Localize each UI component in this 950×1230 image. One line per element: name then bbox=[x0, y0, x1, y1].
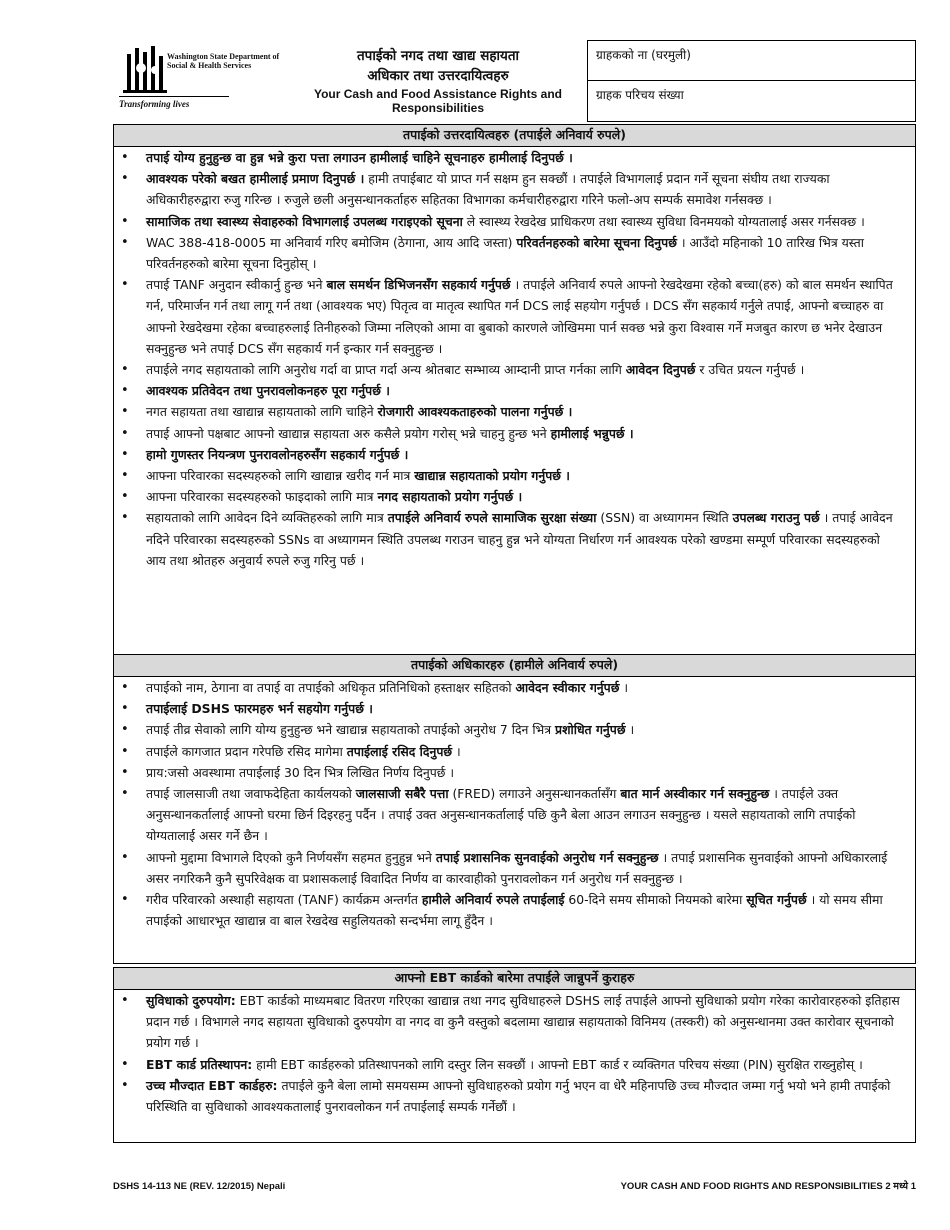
emphasis-text: आवेदन दिनुपर्छ bbox=[625, 362, 696, 378]
list-item: • सुविधाको दुरुपयोग: EBT कार्डको माध्यमबाट वितरण गरिएका खाद्यान्न तथा नगद सुविधाहरुले DSHS लाई तपाईले आफ्नो सुविधाको प्रयोग गरेका कारोवारहरुको इतिहास प्रदान गर्छ । विभागले नगद सहायता सुविधाको दुरुपयोग वा नगद वा कुनै वस्तुको बदलामा खाद्यान्न सहायताको विनिमय (तस्करी) को अनुसन्धानमा उक्त कारोवार सूचनाको प्रयोग गर्छ । bbox=[146, 990, 903, 1054]
rights-heading: तपाईको अधिकारहरु (हामीले अनिवार्य रुपले) bbox=[114, 655, 915, 677]
emphasis-text: हामीलाई भन्नुपर्छ । bbox=[550, 425, 634, 441]
list-item bbox=[146, 380, 903, 401]
page-label: YOUR CASH AND FOOD RIGHTS AND RESPONSIBILITIES 2 मध्ये 1 bbox=[620, 1181, 916, 1192]
ebt-heading: आफ्नो EBT कार्डको बारेमा तपाईले जान्नुपर्ने कुराहरु bbox=[114, 968, 915, 990]
rights-list bbox=[114, 677, 915, 931]
emphasis-text: हामो गुणस्तर नियन्त्रण पुनरावलोनहरुसँग सहकार्य गर्नुपर्छ । bbox=[146, 446, 409, 462]
emphasis-text: सुविधाको दुरुपयोग: bbox=[146, 993, 236, 1008]
list-item: • आफ्ना परिवारका सदस्यहरुको फाइदाको लागि मात्र नगद सहायताको प्रयोग गर्नुपर्छ । bbox=[146, 486, 903, 507]
emphasis-text: सामाजिक तथा स्वास्थ्य सेवाहरुको विभागलाई उपलब्ध गराइएको सूचना bbox=[146, 213, 463, 229]
list-item: • तपाईको नाम, ठेगाना वा तपाई वा तपाईको अधिकृत प्रतिनिधिको हस्ताक्षर सहितको आवेदन स्वीकार गर्नुपर्छ । bbox=[146, 677, 903, 698]
list-item: • सामाजिक तथा स्वास्थ्य सेवाहरुको विभागलाई उपलब्ध गराइएको सूचना ले स्वास्थ्य रेखदेख प्राधिकरण तथा स्वास्थ्य सुविधा विनमयको योग्यतालाई असर गर्नसक्छ । bbox=[146, 211, 903, 232]
dshs-emblem-icon bbox=[121, 44, 173, 96]
list-item bbox=[146, 147, 903, 168]
list-item: • उच्च मौज्दात EBT कार्डहरु: तपाईले कुनै बेला लामो समयसम्म आफ्नो सुविधाहरुको प्रयोग गर्नु भएन वा धेरै महिनापछि उच्च मौज्दात जम्मा गर्नु भयो भने हामी तपाईको परिस्थिति वा सुविधाको आवश्यकतालाई पुनरावलोकन गर्न तपाईलाई सम्पर्क गर्नेछौं । bbox=[146, 1075, 903, 1117]
responsibilities-heading: तपाईको उत्तरदायित्वहरु (तपाईले अनिवार्य रुपले) bbox=[114, 125, 915, 147]
list-item: • नगत सहायता तथा खाद्यान्न सहायताको लागि चाहिने रोजगारी आवश्यकताहरुको पालना गर्नुपर्छ । bbox=[146, 401, 903, 422]
emphasis-text: आवश्यक प्रतिवेदन तथा पुनरावलोकनहरु पूरा गर्नुपर्छ । bbox=[146, 383, 390, 399]
list-item: • आफ्ना परिवारका सदस्यहरुको लागि खाद्यान्न खरीद गर्न मात्र खाद्यान्न सहायताको प्रयोग गर्नुपर्छ । bbox=[146, 465, 903, 486]
emphasis-text: खाद्यान्न सहायताको प्रयोग गर्नुपर्छ । bbox=[414, 468, 570, 484]
responsibilities-list bbox=[114, 147, 915, 571]
emphasis-text: उच्च मौज्दात EBT कार्डहरु: bbox=[146, 1077, 278, 1093]
title-english: Your Cash and Food Assistance Rights and Responsibilities bbox=[313, 87, 563, 115]
dshs-logo bbox=[113, 40, 293, 118]
emphasis-text: उपलब्ध गराउनु पर्छ bbox=[732, 510, 820, 526]
emphasis-text: हामीले अनिवार्य रुपले तपाईलाई bbox=[421, 892, 565, 908]
list-item bbox=[146, 444, 903, 465]
client-id-field[interactable]: ग्राहक परिचय संख्या bbox=[588, 80, 915, 119]
agency-tagline: Transforming lives bbox=[119, 96, 229, 109]
ebt-section bbox=[113, 967, 916, 1143]
emphasis-text: तपाई प्रशासनिक सुनवाईको अनुरोध गर्न सक्नुहुन्छ bbox=[435, 849, 659, 865]
list-item: • सहायताको लागि आवेदन दिने व्यक्तिहरुको लागि मात्र तपाईले अनिवार्य रुपले सामाजिक सुरक्षा संख्या (SSN) वा अध्यागमन स्थिति उपलब्ध गराउनु पर्छ । तपाई आवेदन नदिने परिवारका सदस्यहरुको SSNs वा अध्यागमन स्थिति उपलब्ध गराउन चाहनु हुन्न भने योग्यता निर्धारण गर्न आवश्यक परेको खण्डमा सम्पूर्ण परिवारका सदस्यहरुको आय तथा श्रोतहरु अनुवार्य रुपले रुजु गरिनु पर्छ । bbox=[146, 507, 903, 571]
emphasis-text: तपाईले अनिवार्य रुपले सामाजिक सुरक्षा संख्या bbox=[387, 510, 597, 526]
list-item: • WAC 388-418-0005 मा अनिवार्य गरिए बमोजिम (ठेगाना, आय आदि जस्ता) परिवर्तनहरुको बारेमा सूचना दिनुपर्छ । आउँदो महिनाको 10 तारिख भित्र यस्ता परिवर्तनहरुको बारेमा सूचना दिनुहोस् । bbox=[146, 232, 903, 274]
emphasis-text: बाल समर्थन डिभिजनसँग सहकार्य गर्नुपर्छ bbox=[326, 277, 511, 293]
emphasis-text: तपाई योग्य हुनुहुन्छ वा हुन्न भन्ने कुरा पत्ता लगाउन हामीलाई चाहिने सूचनाहरु हामीलाई दिनुपर्छ । bbox=[146, 150, 573, 165]
page-header bbox=[113, 40, 916, 122]
list-item: • प्राय:जसो अवस्थामा तपाईलाई 30 दिन भित्र लिखित निर्णय दिनुपर्छ । bbox=[146, 762, 903, 783]
list-item: • तपाई TANF अनुदान स्वीकार्नु हुन्छ भने बाल समर्थन डिभिजनसँग सहकार्य गर्नुपर्छ । तपाईले अनिवार्य रुपले आफ्नो रेखदेखमा रहेको बच्चा(हरु) को बाल समर्थन स्थापित गर्न, परिमार्जन गर्न तथा लागू गर्न तथा (आवश्यक भए) पितृत्व वा मातृत्व स्थापित गर्न DCS लाई सहयोग गर्नुपर्छ । DCS सँग सहकार्य गर्नुले तपाई, आफ्नो बच्चाहरु वा आफ्नो रेखदेखमा रहेका बच्चाहरुलाई तिनीहरुको जिम्मा नलिएको आमा वा बुबाको कारणले जोखिममा पार्न सक्छ भन्ने कुरा विश्वास गर्ने मजबुत कारण छ भनेर देखाउन सक्नुहुन्छ भने तपाई DCS सँग सहकार्य गर्न इन्कार गर्न सक्नुहुन्छ । bbox=[146, 274, 903, 359]
list-item: • आफ्नो मुद्दामा विभागले दिएको कुनै निर्णयसँग सहमत हुनुहुन्न भने तपाई प्रशासनिक सुनवाईको अनुरोध गर्न सक्नुहुन्छ । तपाई प्रशासनिक सुनवाईको आफ्नो अधिकारलाई असर नगरिकनै कुनै सुपरिवेक्षक वा प्रशासकलाई विवादित निर्णय वा कारवाहीको पुनरावलोकन गर्न अनुरोध गर्न सक्नुहुन्छ । bbox=[146, 847, 903, 889]
title-nepali-line1: तपाईको नगद तथा खाद्य सहायता bbox=[356, 48, 520, 64]
list-item: • EBT कार्ड प्रतिस्थापन: हामी EBT कार्डहरुको प्रतिस्थापनको लागि दस्तुर लिन सक्छौं । आफ्नो EBT कार्ड र व्यक्तिगत परिचय संख्या (PIN) सुरक्षित राख्नुहोस् । bbox=[146, 1054, 903, 1075]
emphasis-text: जालसाजी सबैरै पत्ता bbox=[355, 786, 449, 802]
emphasis-text: EBT कार्ड प्रतिस्थापन: bbox=[146, 1056, 253, 1072]
emphasis-text: प्रशोधित गर्नुपर्छ bbox=[555, 722, 626, 738]
client-info-box bbox=[587, 40, 916, 122]
rights-section bbox=[113, 654, 916, 964]
list-item: • तपाई तीव्र सेवाको लागि योग्य हुनुहुन्छ भने खाद्यान्न सहायताको तपाईको अनुरोध 7 दिन भित्र प्रशोधित गर्नुपर्छ । bbox=[146, 719, 903, 740]
list-item: • तपाईले कागजात प्रदान गरेपछि रसिद मागेमा तपाईलाई रसिद दिनुपर्छ । bbox=[146, 741, 903, 762]
emphasis-text: आवेदन स्वीकार गर्नुपर्छ bbox=[515, 680, 620, 695]
client-name-field[interactable]: ग्राहकको ना (घरमुली) bbox=[596, 48, 691, 62]
title-nepali-line2: अधिकार तथा उत्तरदायित्वहरु bbox=[367, 68, 509, 84]
emphasis-text: परिवर्तनहरुको बारेमा सूचना दिनुपर्छ bbox=[516, 234, 677, 250]
emphasis-text: तपाईलाई रसिद दिनुपर्छ bbox=[346, 743, 453, 759]
list-item bbox=[146, 698, 903, 719]
ebt-list bbox=[114, 990, 915, 1117]
list-item: • आवश्यक परेको बखत हामीलाई प्रमाण दिनुपर्छ । हामी तपाईबाट यो प्राप्त गर्न सक्षम हुन सक्छौं । तपाईले विभागलाई प्रदान गर्ने सूचना संघीय तथा राज्यका अधिकारीहरुद्वारा रुजु गरिन्छ । रुजुले छली अनुसन्धानकर्ताहरु सहितका विभागका कर्मचारीहरुद्वारा गरिने फलो-अप सम्पर्क समावेश गर्नसक्छ । bbox=[146, 168, 903, 210]
emphasis-text: बात मार्न अस्वीकार गर्न सक्नुहुन्छ bbox=[620, 786, 770, 802]
form-id: DSHS 14-113 NE (REV. 12/2015) Nepali bbox=[113, 1181, 286, 1192]
list-item: • गरीव परिवारको अस्थाही सहायता (TANF) कार्यक्रम अन्तर्गत हामीले अनिवार्य रुपले तपाईलाई 60-दिने समय सीमाको नियमको बारेमा सूचित गर्नुपर्छ । यो समय सीमा तपाईको आधारभूत खाद्यान्न वा बाल रेखदेख सहुलियतको सन्दर्भमा लागू हुँदैन । bbox=[146, 889, 903, 931]
emphasis-text: सूचित गर्नुपर्छ bbox=[746, 892, 807, 908]
list-item: • तपाई आफ्नो पक्षबाट आफ्नो खाद्यान्न सहायता अरु कसैले प्रयोग गरोस् भन्ने चाहनु हुन्छ भने हामीलाई भन्नुपर्छ । bbox=[146, 423, 903, 444]
list-item: • तपाईले नगद सहायताको लागि अनुरोध गर्दा वा प्राप्त गर्दा अन्य श्रोतबाट सम्भाव्य आम्दानी प्राप्त गर्नका लागि आवेदन दिनुपर्छ र उचित प्रयत्न गर्नुपर्छ । bbox=[146, 359, 903, 380]
emphasis-text: आवश्यक परेको बखत हामीलाई प्रमाण दिनुपर्छ । bbox=[146, 171, 365, 187]
agency-name: Washington State Department of Social & Health Services bbox=[167, 52, 280, 70]
list-item: • तपाई जालसाजी तथा जवाफदेहिता कार्यलयको जालसाजी सबैरै पत्ता (FRED) लगाउने अनुसन्धानकर्तासँग बात मार्न अस्वीकार गर्न सक्नुहुन्छ । तपाईले उक्त अनुसन्धानकर्तालाई आफ्नो घरमा छिर्न दिइरहनु पर्दैन । तपाई उक्त अनुसन्धानकर्तालाई पछि कुनै बेला आउन लगाउन सक्नुहुन्छ । यसले सहायताको लागि तपाईको योग्यतालाई असर गर्ने छैन । bbox=[146, 783, 903, 847]
responsibilities-section bbox=[113, 124, 916, 655]
form-title bbox=[283, 46, 593, 115]
emphasis-text: तपाईलाई DSHS फारमहरु भर्न सहयोग गर्नुपर्छ । bbox=[146, 701, 373, 717]
emphasis-text: नगद सहायताको प्रयोग गर्नुपर्छ । bbox=[377, 489, 523, 505]
emphasis-text: रोजगारी आवश्यकताहरुको पालना गर्नुपर्छ । bbox=[377, 404, 573, 420]
